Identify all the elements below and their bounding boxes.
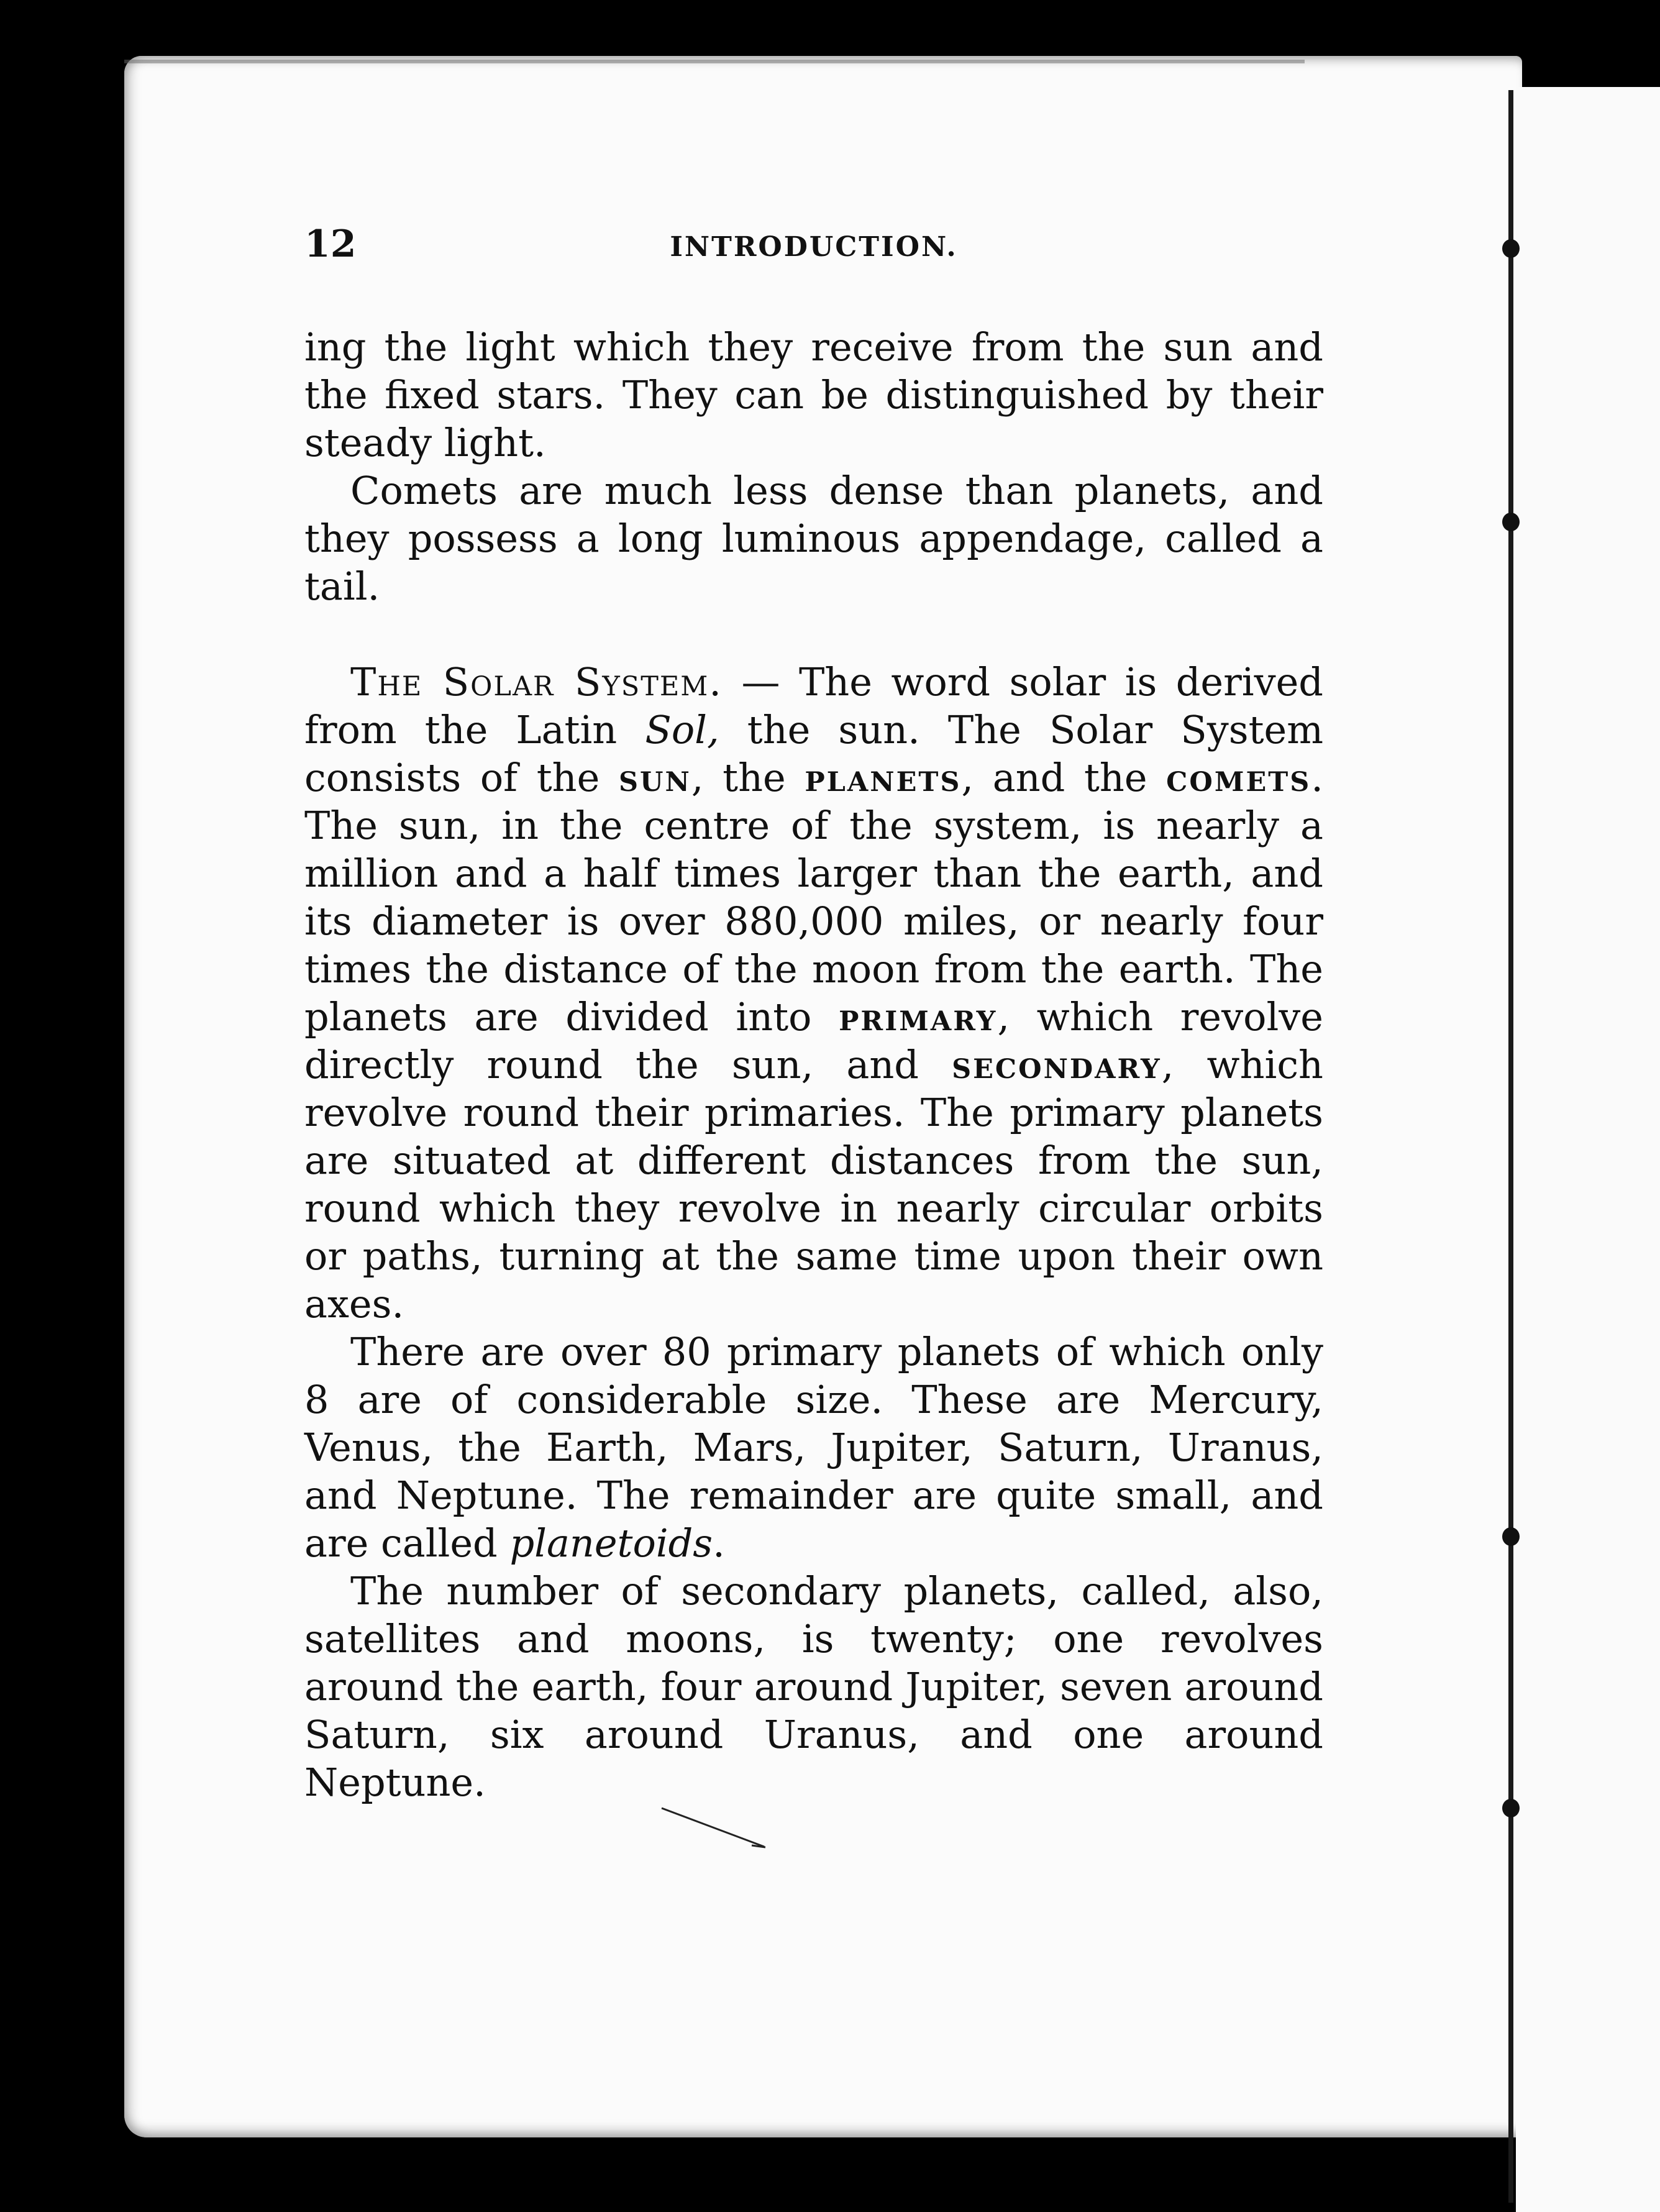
- binding-mark: [1502, 1799, 1520, 1817]
- running-head: INTRODUCTION.: [670, 231, 958, 263]
- text-run: . The sun, in the centre of the system, is nearly a million and a half times larger than the earth, and its diameter is over 880,000 miles, or nearly four times the distance of the moon from the earth. The planets are divided into: [304, 755, 1323, 1040]
- text-run: The word solar is derived from the Latin: [304, 659, 1323, 752]
- paragraph-continued: ing the light which they receive from the sun and the fixed stars. They can be distinguished by their steady light.: [304, 324, 1323, 465]
- term-planetoids: planetoids: [509, 1520, 713, 1566]
- paragraph-planets: [304, 1328, 1323, 1567]
- binding-mark: [1502, 239, 1520, 258]
- paragraph-solar-system: [304, 658, 1323, 1328]
- term-secondary: secondary: [952, 1042, 1162, 1087]
- facing-page-margin: [1516, 87, 1660, 2212]
- text-run: the sun. The Solar System consists of the: [304, 707, 1323, 800]
- section-heading: The Solar System.: [350, 659, 723, 705]
- page-top-edge: [124, 60, 1305, 63]
- text-run: There are over 80 primary planets of which only 8 are of considerable size. These are Mercury, Venus, the Earth, Mars, Jupiter, Saturn, Uranus, and Neptune. The remainder are quite small, and are called: [304, 1329, 1323, 1566]
- binding-mark: [1502, 513, 1520, 531]
- flourish-mark: [659, 1802, 770, 1852]
- term-planets: planets: [805, 755, 962, 800]
- term-primary: primary: [839, 994, 998, 1040]
- text-run: , which revolve round their primaries. The primary planets are situated at different distances from the sun, round which they revolve in nearly circular orbits or paths, turning at the same time upon their own axes.: [304, 1042, 1323, 1327]
- page-header: [304, 222, 1323, 278]
- gutter-line: [1508, 90, 1513, 2203]
- latin-term: Sol,: [645, 707, 719, 752]
- paragraph-satellites: The number of secondary planets, called, also, satellites and moons, is twenty; one revolves around the earth, four around Jupiter, seven around Saturn, six around Uranus, and one around Neptune.: [304, 1568, 1323, 1805]
- page-number: 12: [304, 222, 357, 266]
- term-sun: sun: [618, 755, 691, 800]
- paragraph-comets: Comets are much less dense than planets, and they possess a long luminous appendage, called a tail.: [304, 468, 1323, 609]
- text-run: , the: [691, 755, 805, 800]
- body-text: [304, 323, 1323, 1806]
- text-run: , which revolve directly round the sun, and: [304, 994, 1323, 1087]
- em-dash: —: [723, 659, 799, 705]
- text-run: , and the: [961, 755, 1167, 800]
- term-comets: comets: [1166, 755, 1311, 800]
- binding-mark: [1502, 1527, 1520, 1546]
- text-run: .: [713, 1520, 725, 1566]
